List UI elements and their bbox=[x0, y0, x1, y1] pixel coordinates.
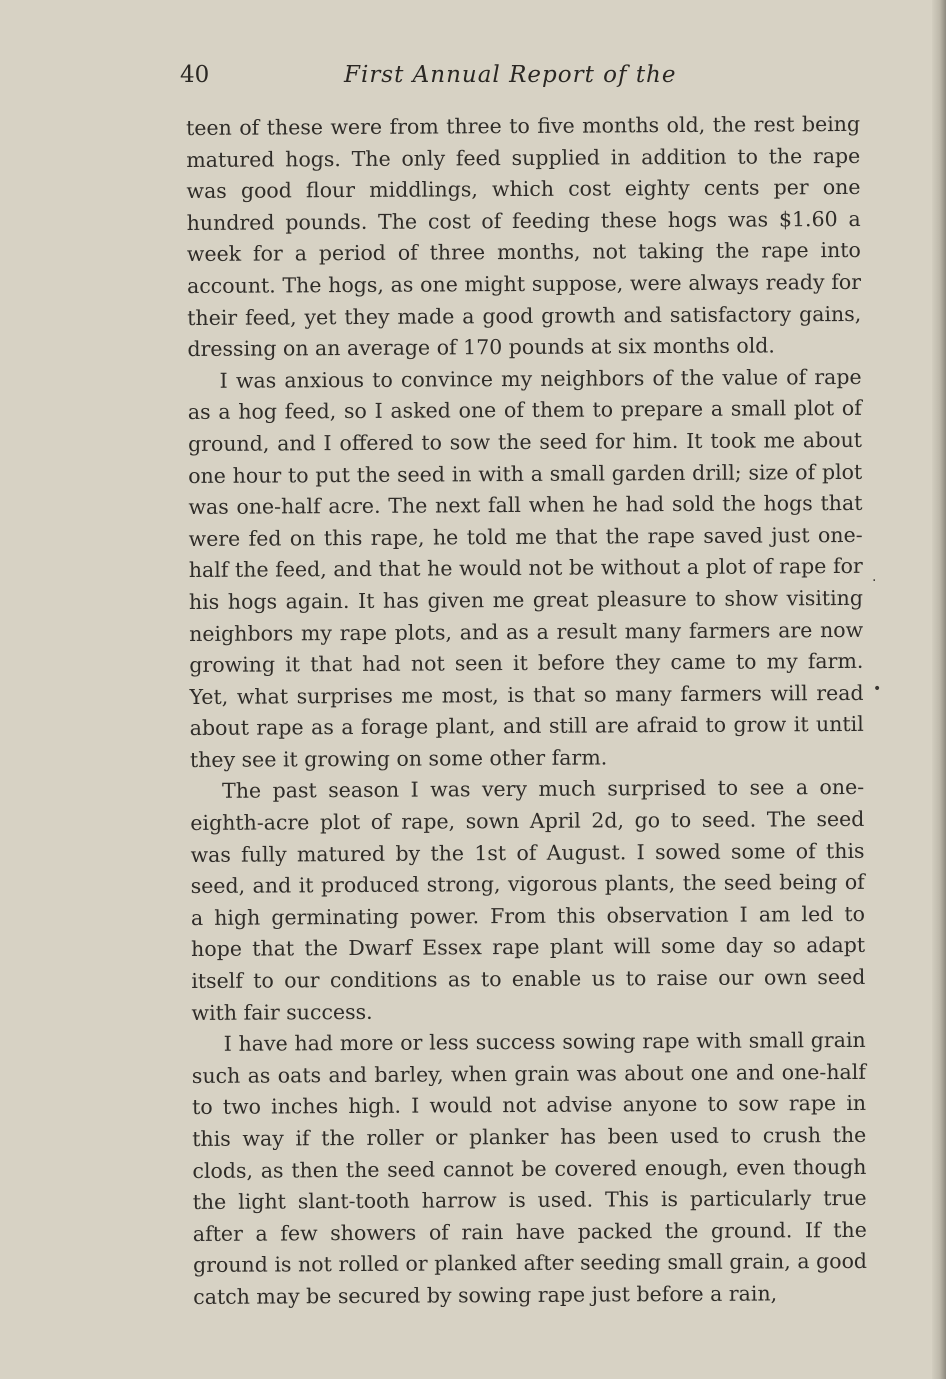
paragraph-1: teen of these were from three to five months old, the rest being matured hogs. The only feed supplied in addition to the rape was good flour middlings, which cost eighty cents per one hundred pounds. The cost of feeding these hogs was $1.60 a week for a period of three months, not taking the rape into account. The hogs, as one might suppose, were always ready for their feed, yet they made a good growth and satisfactory gains, dressing on an average of 170 pounds at six months old. bbox=[186, 111, 862, 362]
page-edge-shadow bbox=[932, 0, 946, 1379]
body-text bbox=[186, 109, 867, 1314]
margin-mark: · bbox=[872, 573, 877, 589]
margin-mark: • bbox=[873, 681, 882, 697]
paragraph-3: The past season I was very much surprised to see a one-eighth-acre plot of rape, sown April 2d, go to seed. The seed was fully matured by the 1st of August. I sowed some of this seed, and it produced strong, vigorous plants, the seed being of a high germinating power. From this observation I am led to hope that the Dwarf Essex rape plant will some day so adapt itself to our conditions as to enable us to raise our own seed with fair success. bbox=[190, 775, 866, 1025]
running-title: First Annual Report of the bbox=[344, 62, 677, 88]
paragraph-4: I have had more or less success sowing rape with small grain such as oats and barley, when grain was about one and one-half to two inches high. I would not advise anyone to sow rape in this way if the roller or planker has been used to crush the clods, as then the seed cannot be covered enough, even though the light slant-tooth harrow is used. This is particularly true after a few showers of rain have packed the ground. If the ground is not rolled or planked after seeding small grain, a good catch may be secured by sowing rape just before a rain, bbox=[191, 1028, 868, 1309]
page-number: 40 bbox=[180, 62, 210, 88]
paragraph-2: I was anxious to convince my neighbors of the value of rape as a hog feed, so I asked one of them to prepare a small plot of ground, and I offered to sow the seed for him. It took me about one hour to put the seed in with a small garden drill; size of plot was one-half acre. The next fall when he had sold the hogs that were fed on this rape, he told me that the rape saved just one-half the feed, and that he would not be without a plot of rape for his hogs again. It has given me great pleasure to show visiting neighbors my rape plots, and as a result many farmers are now growing it that had not seen it before they came to my farm. Yet, what surprises me most, is that so many farmers will read about rape as a forage plant, and still are afraid to grow it until they see it growing on some other farm. bbox=[187, 364, 864, 772]
page-header bbox=[180, 62, 860, 102]
